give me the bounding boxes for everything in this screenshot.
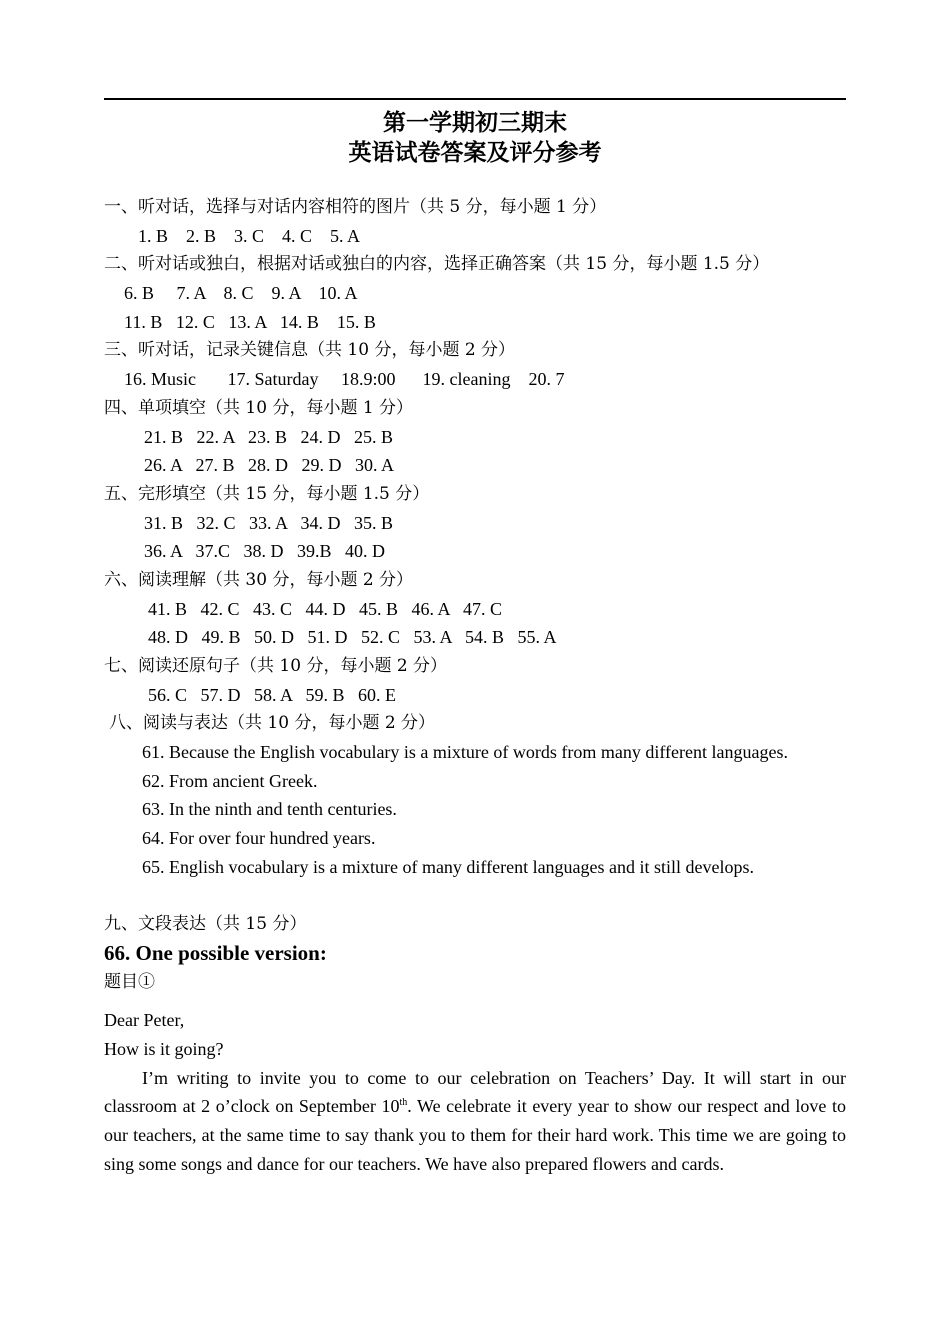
header-rule (104, 98, 846, 100)
section-1-heading: 一、听对话，选择与对话内容相符的图片（共 5 分，每小题 1 分） (104, 197, 607, 217)
answer-63: 63. In the ninth and tenth centuries. (142, 799, 397, 820)
section-7-heading: 七、阅读还原句子（共 10 分，每小题 2 分） (104, 656, 448, 676)
section-3-answers: 16. Music 17. Saturday 18.9:00 19. cleaning 20. 7 (124, 369, 565, 390)
section-4-answers-row2: 26. A 27. B 28. D 29. D 30. A (144, 455, 395, 476)
answer-62: 62. From ancient Greek. (142, 770, 318, 791)
section-5-heading: 五、完形填空（共 15 分，每小题 1.5 分） (104, 483, 430, 504)
section-7-answers: 56. C 57. D 58. A 59. B 60. E (148, 684, 397, 705)
letter-opener: How is it going? (104, 1038, 224, 1059)
section-8-heading: 八、阅读与表达（共 10 分，每小题 2 分） (109, 713, 436, 734)
essay-topic: 题目① (104, 971, 155, 992)
letter-body (104, 1064, 846, 1179)
section-2-answers-row2: 11. B 12. C 13. A 14. B 15. B (124, 311, 376, 332)
answer-content (104, 193, 846, 1178)
section-6-heading: 六、阅读理解（共 30 分，每小题 2 分） (104, 569, 414, 590)
answer-65: 65. English vocabulary is a mixture of many different languages and it still develops. (142, 856, 755, 877)
section-4-heading: 四、单项填空（共 10 分，每小题 1 分） (104, 397, 414, 418)
section-3-heading: 三、听对话，记录关键信息（共 10 分，每小题 2 分） (104, 340, 516, 361)
date-superscript: th (399, 1097, 408, 1109)
letter-body-start: I’m writing to invite you to come to our celebration on Teachers’ Day. It will start in our classroom at 2 o’clock on September 10 (104, 1067, 846, 1117)
page-title: 第一学期初三期末 (383, 109, 567, 136)
section-6-answers-row2: 48. D 49. B 50. D 51. D 52. C 53. A 54. B 55. A (148, 627, 557, 648)
section-6-answers-row1: 41. B 42. C 43. C 44. D 45. B 46. A 47. C (148, 598, 503, 619)
section-4-answers-row1: 21. B 22. A 23. B 24. D 25. B (144, 426, 394, 447)
section-2-heading: 二、听对话或独白，根据对话或独白的内容，选择正确答案（共 15 分，每小题 1.5 分） (104, 254, 770, 275)
section-5-answers-row2: 36. A 37.C 38. D 39.B 40. D (144, 541, 386, 562)
page-subtitle: 英语试卷答案及评分参考 (348, 139, 602, 166)
section-2-answers-row1: 6. B 7. A 8. C 9. A 10. A (124, 283, 358, 304)
section-1-answers: 1. B 2. B 3. C 4. C 5. A (138, 225, 361, 246)
spacer (104, 996, 846, 1006)
essay-heading: 66. One possible version: (104, 940, 327, 965)
spacer (104, 882, 846, 911)
section-5-answers-row1: 31. B 32. C 33. A 34. D 35. B (144, 512, 394, 533)
section-9-heading: 九、文段表达（共 15 分） (104, 914, 307, 935)
letter-greeting: Dear Peter, (104, 1010, 185, 1031)
letter-body-end: . We celebrate it every year to show our respect and love to our teachers, at the same time to say thank you to them for their hard work. This time we are going to sing some songs and dance for our teachers. We have also prepared flowers and cards. (104, 1096, 846, 1174)
answer-61: 61. Because the English vocabulary is a mixture of words from many different languages. (142, 742, 788, 763)
answer-64: 64. For over four hundred years. (142, 828, 376, 849)
